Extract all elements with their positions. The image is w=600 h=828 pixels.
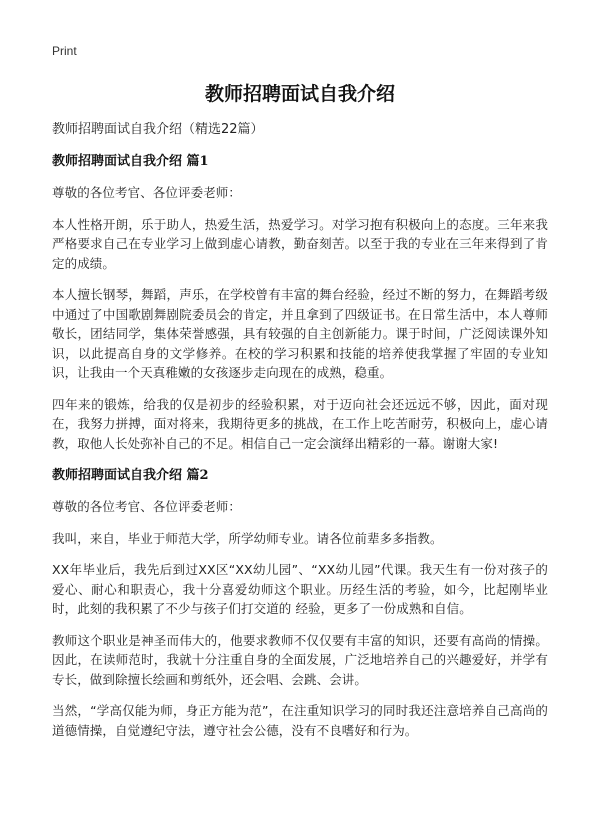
paragraph: 尊敬的各位考官、各位评委老师： — [52, 499, 242, 514]
print-link[interactable]: Print — [52, 44, 77, 58]
paragraph: XX年毕业后，我先后到过XX区“XX幼儿园”、“XX幼儿园”代课。我天生有一份对孩子的爱心、耐心和职责心，我十分喜爱幼师这个职业。历经生活的考验，如今，比起刚毕业时，此刻的我积累了不少与孩子们打交道的 经验，更多了一份成熟和自信。 — [52, 562, 548, 616]
section-1 — [52, 153, 548, 453]
paragraph: 四年来的锻炼，给我的仅是初步的经验积累，对于迈向社会还远远不够，因此，面对现在，我努力拼搏，面对将来，我期待更多的挑战，在工作上吃苦耐劳，积极向上，虚心请教，取他人长处弥补自己的不足。相信自己一定会演绎出精彩的一幕。谢谢大家! — [52, 396, 548, 451]
section-heading: 教师招聘面试自我介绍 篇2 — [52, 468, 209, 483]
paragraph: 教师这个职业是神圣而伟大的，他要求教师不仅仅要有丰富的知识，还要有高尚的情操。因此，在读师范时，我就十分注重自身的全面发展，广泛地培养自己的兴趣爱好，并学有专长，做到除擅长绘画和剪纸外，还会唱、会跳、会讲。 — [52, 632, 548, 687]
section-heading: 教师招聘面试自我介绍 篇1 — [52, 154, 209, 169]
paragraph: 尊敬的各位考官、各位评委老师： — [52, 185, 242, 200]
paragraph: 我叫，来自，毕业于师范大学，所学幼师专业。请各位前辈多多指教。 — [52, 530, 443, 546]
document-title: 教师招聘面试自我介绍 — [204, 83, 395, 105]
section-2 — [52, 467, 548, 740]
paragraph: 本人擅长钢琴，舞蹈，声乐，在学校曾有丰富的舞台经验，经过不断的努力，在舞蹈考级中通过了中国歌剧舞剧院委员会的肯定，并且拿到了四级证书。在日常生活中，本人尊师敬长，团结同学，集体荣誉感强，具有较强的自主创新能力。课于时间，广泛阅读课外知识，以此提高自身的文学修养。在校的学习积累和技能的培养使我掌握了牢固的专业知识，让我由一个天真稚嫩的女孩逐步走向现在的成熟，稳重。 — [52, 287, 548, 380]
document-subtitle: 教师招聘面试自我介绍（精选22篇） — [52, 122, 264, 137]
paragraph: 本人性格开朗，乐于助人，热爱生活，热爱学习。对学习抱有积极向上的态度。三年来我严格要求自己在专业学习上做到虚心请教，勤奋刻苦。以至于我的专业在三年来得到了肯定的成绩。 — [52, 216, 548, 271]
paragraph: 当然，“学高仅能为师，身正方能为范”，在注重知识学习的同时我还注意培养自己高尚的道德情操，自觉遵纪守法，遵守社会公德，没有不良嗜好和行为。 — [52, 703, 548, 738]
